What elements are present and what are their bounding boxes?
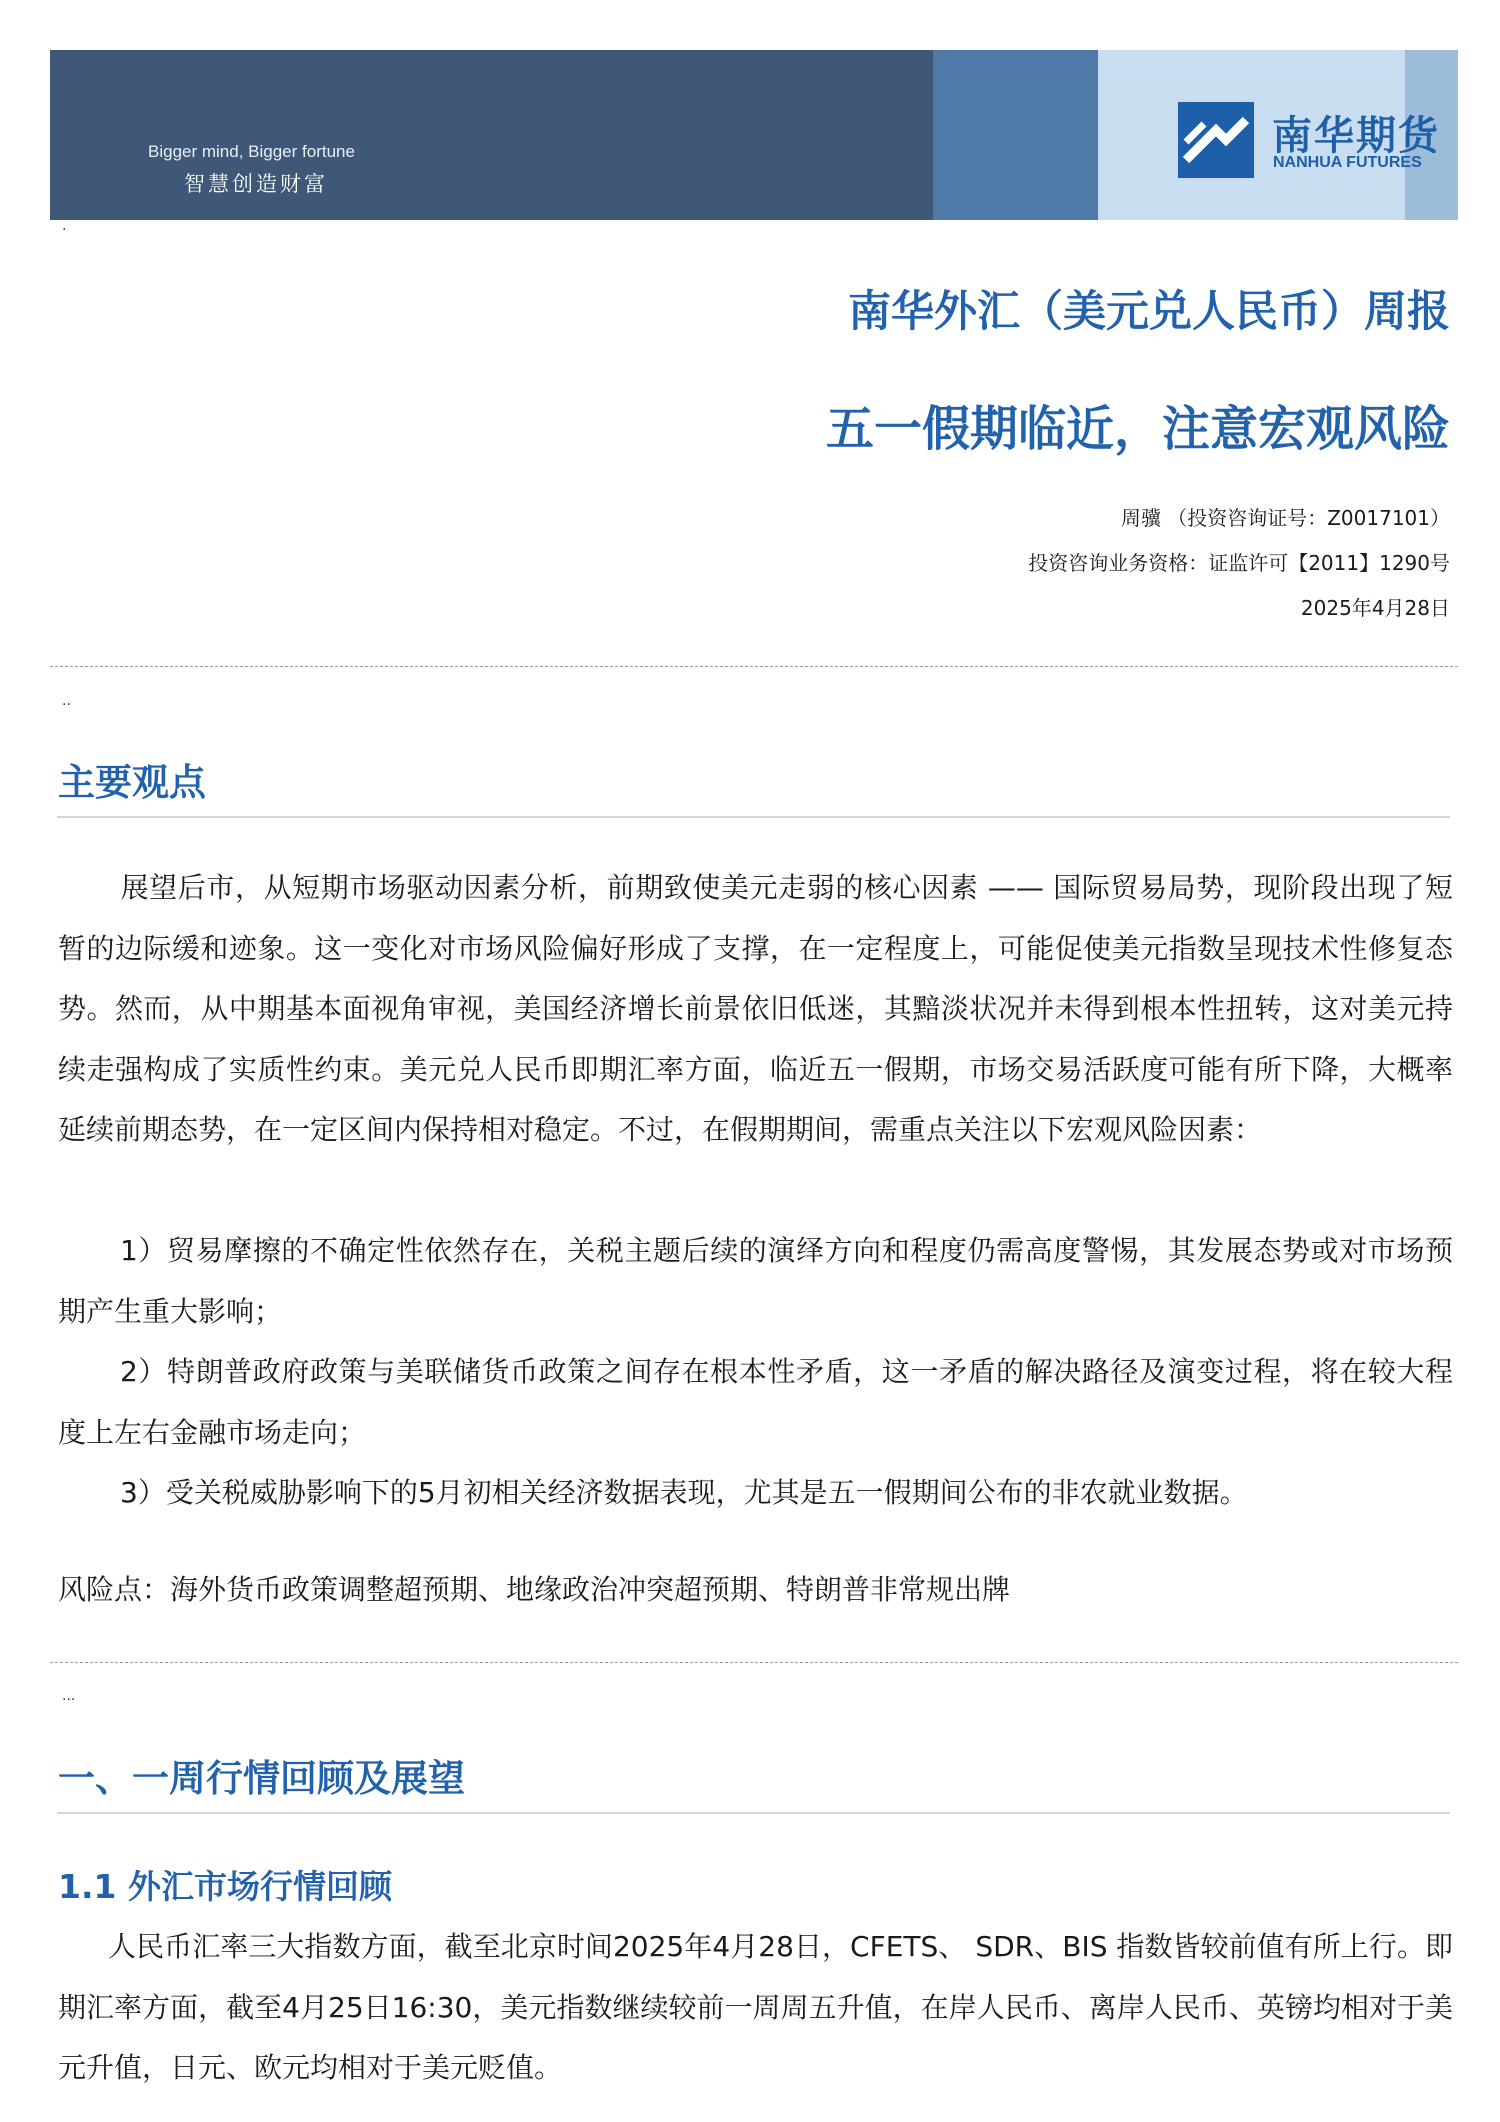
slogan-chinese: 智慧创造财富 [184,172,328,196]
risk-points: 风险点：海外货币政策调整超预期、地缘政治冲突超预期、特朗普非常规出牌 [58,1573,1011,1606]
stray-mark: · [62,222,67,238]
risk-item-2-text: 2）特朗普政府政策与美联储货币政策之间存在根本性矛盾，这一矛盾的解决路径及演变过程，将在较大程度上左右金融市场走向； [58,1355,1453,1449]
qualification-line: 投资咨询业务资格：证监许可【2011】1290号 [1028,551,1450,575]
risk-item-3 [58,1463,1453,1524]
heading-rule [57,1812,1450,1814]
logo-english-name: NANHUA FUTURES [1273,154,1422,171]
stray-mark: .. [62,693,71,709]
risk-item-3-text: 3）受关税威胁影响下的5月初相关经济数据表现，尤其是五一假期间公布的非农就业数据。 [120,1476,1248,1509]
section-1-1-text: 人民币汇率三大指数方面，截至北京时间2025年4月28日，CFETS、 SDR、BIS 指数皆较前值有所上行。即期汇率方面，截至4月25日16:30，美元指数继续较前一周周五升值，在岸人民币、离岸人民币、英镑均相对于美元升值，日元、欧元均相对于美元贬值。 [58,1930,1453,2084]
report-title: 南华外汇（美元兑人民币）周报 [848,287,1450,337]
risk-item-2 [58,1342,1453,1463]
report-date: 2025年4月28日 [1300,596,1450,620]
divider [50,1662,1458,1663]
logo-chinese-name: 南华期货 [1272,113,1440,159]
key-points-heading: 主要观点 [58,761,206,804]
section-1-1-paragraph [58,1917,1453,2099]
report-subtitle: 五一假期临近，注意宏观风险 [825,401,1450,457]
section-1-1-heading: 1.1 外汇市场行情回顾 [58,1867,392,1906]
key-points-text: 展望后市，从短期市场驱动因素分析，前期致使美元走弱的核心因素 —— 国际贸易局势，现阶段出现了短暂的边际缓和迹象。这一变化对市场风险偏好形成了支撑，在一定程度上，可能促使美元指数呈现技术性修复态势。然而，从中期基本面视角审视，美国经济增长前景依旧低迷，其黯淡状况并未得到根本性扭转，这对美元持续走强构成了实质性约束。美元兑人民币即期汇率方面，临近五一假期，市场交易活跃度可能有所下降，大概率延续前期态势，在一定区间内保持相对稳定。不过，在假期期间，需重点关注以下宏观风险因素： [58,871,1453,1146]
risk-item-1 [58,1221,1453,1342]
stray-mark: ... [62,1688,76,1704]
divider [50,666,1458,667]
slogan-english: Bigger mind, Bigger fortune [148,142,355,161]
heading-rule [57,816,1450,818]
nanhua-logo-icon [1178,102,1254,178]
section-1-heading: 一、一周行情回顾及展望 [58,1757,465,1800]
key-points-paragraph [58,858,1453,1161]
risk-item-1-text: 1）贸易摩擦的不确定性依然存在，关税主题后续的演绎方向和程度仍需高度警惕，其发展态势或对市场预期产生重大影响； [58,1234,1453,1328]
author-line: 周骥 （投资咨询证号：Z0017101） [1120,506,1450,530]
header-banner [50,50,1458,220]
